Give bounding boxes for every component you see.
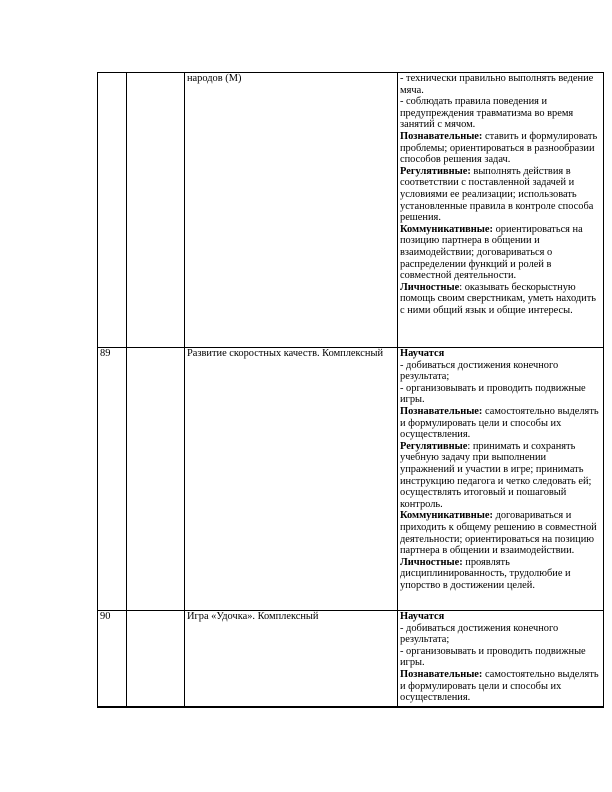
result-label: Коммуникативные:: [400, 510, 493, 522]
table-row: [98, 73, 604, 348]
result-item: [400, 557, 601, 592]
lesson-date-cell: [127, 73, 185, 348]
result-label: Научатся: [400, 611, 445, 622]
result-item: [400, 383, 601, 406]
result-item: [400, 406, 601, 441]
result-label: Личностные: [400, 281, 460, 293]
result-item: [400, 73, 601, 96]
lesson-results-cell: [398, 611, 604, 708]
result-text: проявлять дисциплинированность, трудолюбие и упорство в достижении целей.: [400, 556, 571, 591]
lesson-topic-cell: Игра «Удочка». Комплексный: [185, 611, 398, 708]
result-item: [400, 360, 601, 383]
result-item: [400, 623, 601, 646]
result-item: [400, 611, 601, 623]
result-item: [400, 131, 601, 166]
result-text: - технически правильно выполнять ведение мяча.: [400, 73, 594, 96]
lesson-results-cell: [398, 348, 604, 611]
result-text: : оказывать бескорыстную помощь своим сверстникам, уметь находить с ними общий язык и общие интересы.: [400, 281, 596, 316]
result-item: [400, 224, 601, 282]
result-item: [400, 348, 601, 360]
result-text: выполнять действия в соответствии с поставленной задачей и условиями ее реализации; использовать установленные правила в контроле способа решения.: [400, 165, 594, 224]
result-label: Познавательные:: [400, 130, 483, 142]
table-row: [98, 348, 604, 611]
result-text: - организовывать и проводить подвижные игры.: [400, 645, 586, 669]
lesson-results-cell: [398, 73, 604, 348]
result-label: Научатся: [400, 348, 445, 359]
lesson-date-cell: [127, 348, 185, 611]
result-text: ориентироваться на позицию партнера в общении и взаимодействии; договариваться о распределении функций и ролей в совместной деятельности.: [400, 223, 583, 282]
result-label: Коммуникативные:: [400, 223, 493, 235]
result-text: - соблюдать правила поведения и предупреждения травматизма во время занятий с мячом.: [400, 96, 574, 131]
result-item: [400, 669, 601, 704]
lesson-plan-table: [97, 72, 604, 708]
result-text: - добиваться достижения конечного результата;: [400, 359, 559, 383]
result-text: : принимать и сохранять учебную задачу при выполнении упражнений и участии в игре; принимать инструкцию педагога и четко следовать ей; осуществлять итоговый и пошаговый контроль.: [400, 440, 592, 510]
result-label: Личностные:: [400, 556, 463, 568]
result-label: Познавательные:: [400, 668, 483, 680]
lesson-number-cell: [98, 73, 127, 348]
result-label: Регулятивные: [400, 440, 468, 452]
result-label: Регулятивные:: [400, 165, 471, 177]
result-text: - организовывать и проводить подвижные игры.: [400, 382, 586, 406]
result-text: самостоятельно выделять и формулировать цели и способы их осуществления.: [400, 668, 599, 704]
result-item: [400, 282, 601, 317]
lesson-number-cell: 89: [98, 348, 127, 611]
lesson-topic-cell: народов (М): [185, 73, 398, 348]
result-label: Познавательные:: [400, 405, 483, 417]
result-text: самостоятельно выделять и формулировать цели и способы их осуществления.: [400, 405, 599, 441]
result-text: - добиваться достижения конечного результата;: [400, 622, 559, 646]
table-row: [98, 611, 604, 708]
result-item: [400, 441, 601, 511]
result-item: [400, 510, 601, 556]
result-item: [400, 166, 601, 224]
lesson-date-cell: [127, 611, 185, 708]
result-text: ставить и формулировать проблемы; ориентироваться в разнообразии способов решения задач.: [400, 130, 598, 166]
result-text: договариваться и приходить к общему решению в совместной деятельности; ориентироваться на позицию партнера в общении и взаимодействии.: [400, 510, 597, 557]
lesson-topic-cell: Развитие скоростных качеств. Комплексный: [185, 348, 398, 611]
lesson-number-cell: 90: [98, 611, 127, 708]
result-item: [400, 646, 601, 669]
result-item: [400, 96, 601, 131]
